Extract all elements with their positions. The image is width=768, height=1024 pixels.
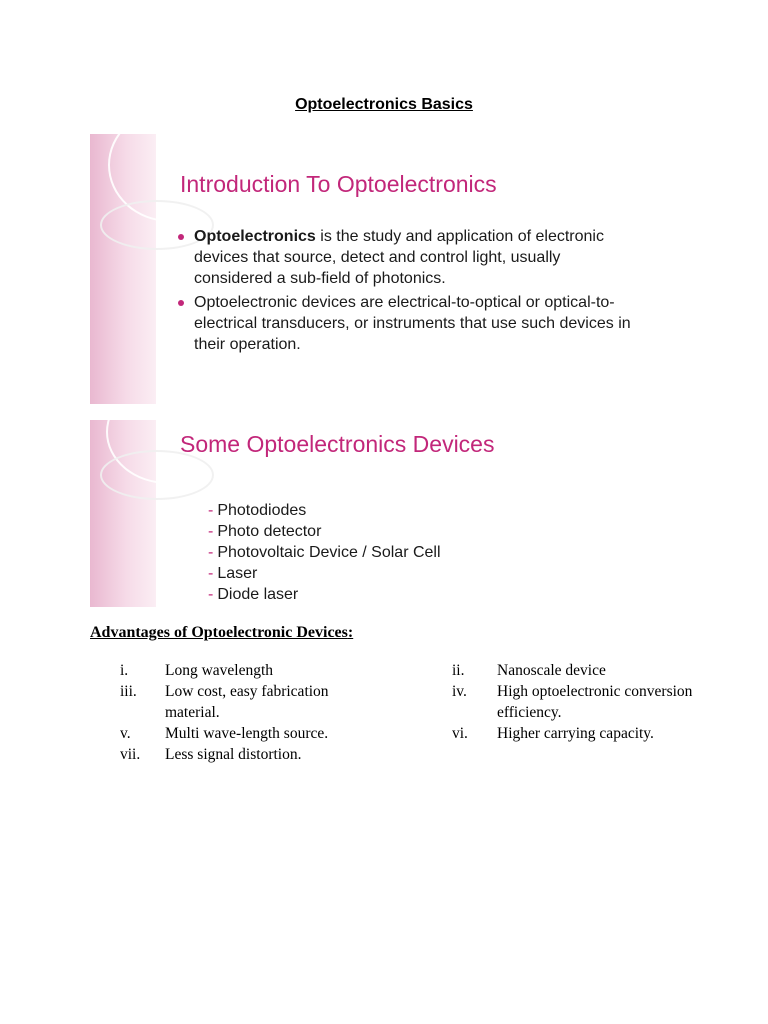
dash-icon: - xyxy=(208,586,214,603)
item-number: iv. xyxy=(452,683,467,700)
list-item xyxy=(120,681,370,723)
item-text: Higher carrying capacity. xyxy=(497,725,654,742)
list-item xyxy=(208,542,441,563)
section-heading xyxy=(90,624,353,642)
list-item xyxy=(208,500,441,521)
item-text: Multi wave-length source. xyxy=(165,725,329,742)
section-heading-text: Advantages of Optoelectronic Devices xyxy=(90,624,348,641)
bullet-dot-icon xyxy=(178,300,184,306)
item-text: Long wavelength xyxy=(165,662,274,679)
list-item xyxy=(452,660,732,681)
item-text: High optoelectronic conversion efficiency. xyxy=(497,683,693,721)
intro-bullets xyxy=(176,226,636,358)
advantages-list-left xyxy=(120,660,370,765)
item-number: i. xyxy=(120,662,129,679)
item-text: Low cost, easy fabrication material. xyxy=(165,683,329,721)
devices-slide-image xyxy=(90,420,650,607)
device-list xyxy=(208,500,441,605)
list-item xyxy=(208,521,441,542)
bullet-item xyxy=(176,292,636,355)
advantages-list-right xyxy=(452,660,732,744)
bullet-dot-icon xyxy=(178,234,184,240)
item-number: vii. xyxy=(120,746,141,763)
slide-heading: Some Optoelectronics Devices xyxy=(180,431,495,457)
item-number: ii. xyxy=(452,662,465,679)
bullet-text: Optoelectronic devices are electrical-to-optical or optical-to-electrical transducers, or instruments that use such devices in their operation. xyxy=(194,294,631,353)
list-item-label: Laser xyxy=(217,565,258,582)
item-number: v. xyxy=(120,725,131,742)
list-item xyxy=(120,723,370,744)
dash-icon: - xyxy=(208,523,214,540)
intro-slide-image xyxy=(90,134,650,404)
list-item xyxy=(120,660,370,681)
bullet-bold-term: Optoelectronics xyxy=(194,228,316,245)
item-text: Less signal distortion. xyxy=(165,746,302,763)
item-number: vi. xyxy=(452,725,468,742)
list-item xyxy=(120,744,370,765)
list-item xyxy=(208,584,441,605)
list-item-label: Photodiodes xyxy=(217,502,307,519)
list-item-label: Diode laser xyxy=(217,586,299,603)
item-number: iii. xyxy=(120,683,137,700)
list-item-label: Photo detector xyxy=(217,523,322,540)
list-item-label: Photovoltaic Device / Solar Cell xyxy=(217,544,441,561)
bullet-text: is the study and application of electronic devices that source, detect and control light, usually considered a sub-field of photonics. xyxy=(194,228,604,287)
dash-icon: - xyxy=(208,544,214,561)
decor-ring xyxy=(100,450,214,500)
list-item xyxy=(208,563,441,584)
list-item xyxy=(452,681,732,723)
list-item xyxy=(452,723,732,744)
page-title: Optoelectronics Basics xyxy=(295,96,473,113)
section-heading-colon: : xyxy=(347,624,354,641)
slide-heading: Introduction To Optoelectronics xyxy=(180,171,497,197)
dash-icon: - xyxy=(208,502,214,519)
item-text: Nanoscale device xyxy=(497,662,606,679)
bullet-item xyxy=(176,226,636,289)
dash-icon: - xyxy=(208,565,214,582)
